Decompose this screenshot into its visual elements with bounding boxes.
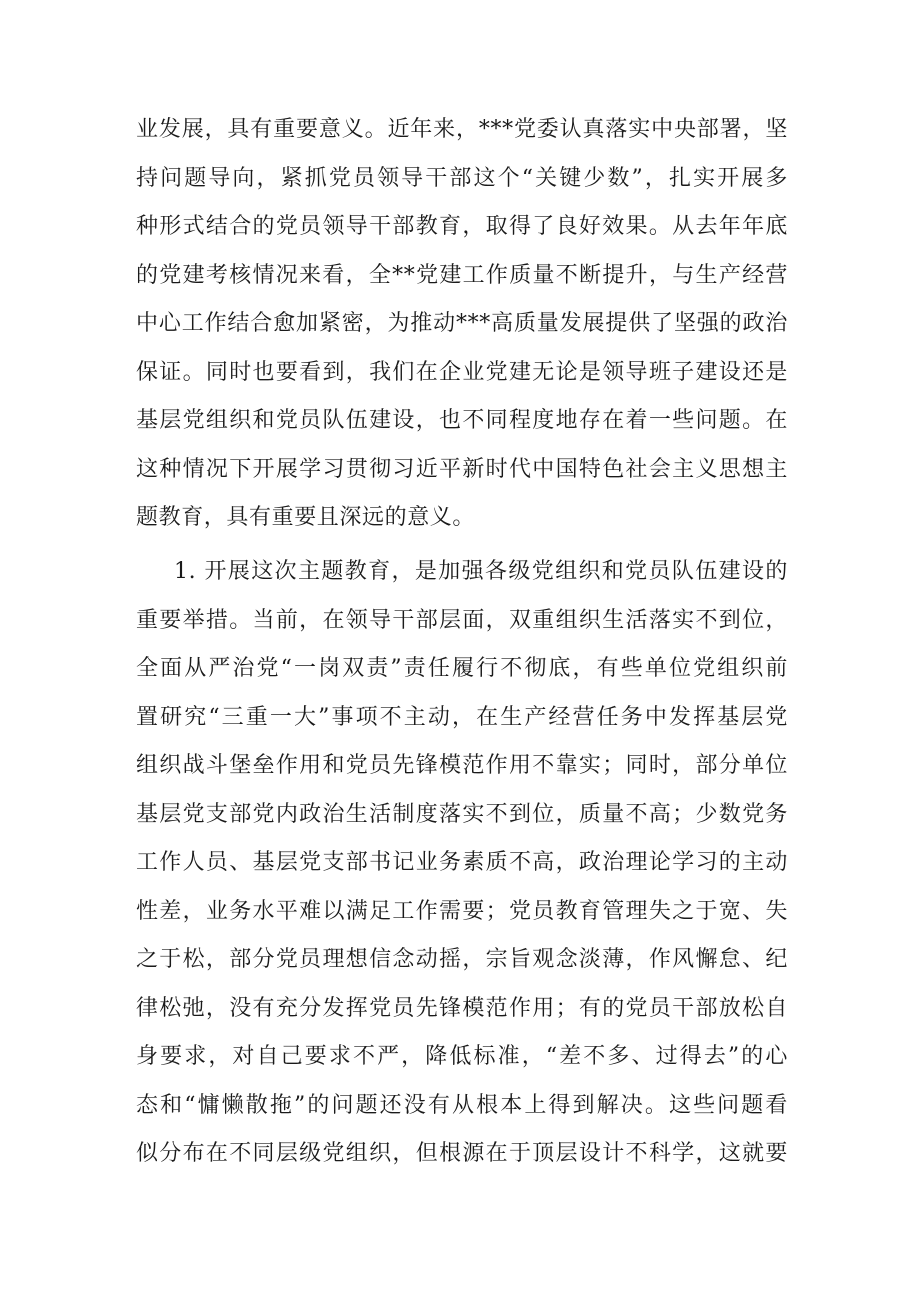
paragraph-line: 基层党支部党内政治生活制度落实不到位，质量不高；少数党务 [136,801,788,827]
paragraph-line: 保证。同时也要看到，我们在企业党建无论是领导班子建设还是 [136,359,788,385]
paragraph-line: 置研究“三重一大”事项不主动，在生产经营任务中发挥基层党 [136,704,788,730]
paragraph-line: 种形式结合的党员领导干部教育，取得了良好效果。从去年年底 [136,214,788,239]
paragraph-line: 这种情况下开展学习贯彻习近平新时代中国特色社会主义思想主 [136,456,788,482]
paragraph-line: 态和“慵懒散拖”的问题还没有从根本上得到解决。这些问题看 [136,1092,788,1118]
paragraph-line: 全面从严治党“一岗双责”责任履行不彻底，有些单位党组织前 [136,656,788,681]
paragraph-line: 业发展，具有重要意义。近年来，***党委认真落实中央部署，坚 [136,117,788,142]
paragraph-line: 的党建考核情况来看，全**党建工作质量不断提升，与生产经营 [136,262,788,288]
paragraph-line: 题教育，具有重要且深远的意义。 [136,505,476,530]
paragraph-1 [136,106,788,543]
paragraph-line: 持问题导向，紧抓党员领导干部这个“关键少数”，扎实开展多 [136,165,788,191]
paragraph-line: 重要举措。当前，在领导干部层面，双重组织生活落实不到位， [136,607,788,633]
paragraph-line: 性差，业务水平难以满足工作需要；党员教育管理失之于宽、失 [136,898,788,924]
paragraph-line: 工作人员、基层党支部书记业务素质不高，政治理论学习的主动 [136,850,788,875]
paragraph-2 [136,548,788,1179]
paragraph-line: 之于松，部分党员理想信念动摇，宗旨观念淡薄，作风懈怠、纪 [136,947,788,972]
paragraph-line: 律松弛，没有充分发挥党员先锋模范作用；有的党员干部放松自 [136,995,788,1021]
paragraph-line: 组织战斗堡垒作用和党员先锋模范作用不靠实；同时，部分单位 [136,753,788,778]
paragraph-line: 1. 开展这次主题教育，是加强各级党组织和党员队伍建设的 [174,559,788,584]
paragraph-line: 身要求，对自己要求不严，降低标准，“差不多、过得去”的心 [136,1044,788,1069]
paragraph-line: 似分布在不同层级党组织，但根源在于顶层设计不科学，这就要 [136,1141,788,1166]
paragraph-line: 中心工作结合愈加紧密，为推动***高质量发展提供了坚强的政治 [136,311,788,336]
paragraph-line: 基层党组织和党员队伍建设，也不同程度地存在着一些问题。在 [136,408,788,433]
